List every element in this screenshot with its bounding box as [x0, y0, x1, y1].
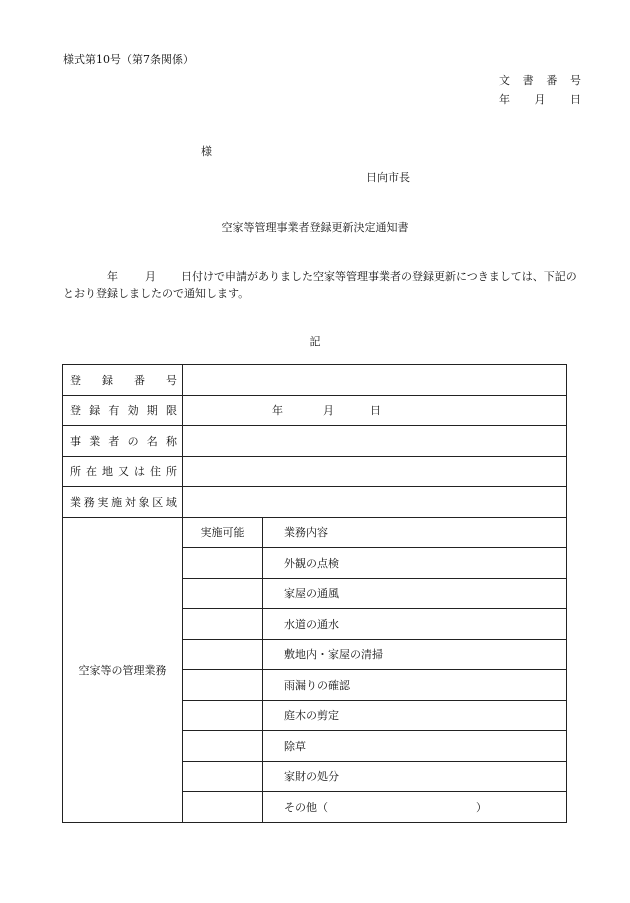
work-item: 除草: [263, 731, 567, 762]
label-registration-number: 登 録 番 号: [63, 365, 183, 396]
possible-check-cell[interactable]: [183, 792, 263, 823]
sender-name: 日向市長: [366, 171, 410, 184]
document-title: 空家等管理事業者登録更新決定通知書: [221, 221, 409, 234]
work-item: 外観の点検: [263, 548, 567, 579]
possible-check-cell[interactable]: [183, 609, 263, 640]
form-number: 様式第10号（第7条関係）: [63, 53, 194, 66]
table-row: [63, 487, 567, 518]
date-day: 日: [570, 93, 581, 106]
label-business-name: 事 業 者 の 名 称: [63, 426, 183, 457]
work-item: 家屋の通風: [263, 578, 567, 609]
docnum-char: 文: [499, 74, 510, 87]
label-service-area: 業 務 実 施 対 象 区 域: [63, 487, 183, 518]
label-address: 所 在 地 又 は 住 所: [63, 456, 183, 487]
other-close-paren: ）: [476, 800, 487, 814]
ki-heading: 記: [309, 335, 321, 348]
possible-check-cell[interactable]: [183, 548, 263, 579]
work-item: 家財の処分: [263, 761, 567, 792]
value-registration-number[interactable]: [183, 365, 567, 396]
table-row: [63, 426, 567, 457]
date-year: 年: [499, 93, 510, 106]
validity-month: 月: [323, 404, 334, 418]
body-text: 日付けで申請がありました空家等管理事業者の登録更新につきましては、下記のとおり登録しましたので通知します。: [63, 270, 577, 300]
possible-check-cell[interactable]: [183, 578, 263, 609]
possible-check-cell[interactable]: [183, 731, 263, 762]
work-item: 敷地内・家屋の清掃: [263, 639, 567, 670]
table-row: [63, 395, 567, 426]
date-month: 月: [534, 93, 546, 106]
work-item: 雨漏りの確認: [263, 670, 567, 701]
work-item-other[interactable]: [263, 792, 567, 823]
table-row: [63, 365, 567, 396]
addressee-suffix: 様: [201, 145, 212, 158]
possible-check-cell[interactable]: [183, 700, 263, 731]
other-label: その他（: [284, 800, 328, 814]
registration-table: [62, 364, 567, 823]
possible-check-cell[interactable]: [183, 761, 263, 792]
body-month: 月: [145, 270, 156, 283]
column-header-content: 業務内容: [263, 517, 567, 548]
body-year: 年: [107, 270, 118, 283]
body-paragraph: [63, 268, 583, 302]
label-validity-period: 登 録 有 効 期 限: [63, 395, 183, 426]
value-business-name[interactable]: [183, 426, 567, 457]
validity-day: 日: [370, 404, 381, 418]
possible-check-cell[interactable]: [183, 639, 263, 670]
group-label-management-work: 空家等の管理業務: [63, 517, 183, 822]
value-service-area[interactable]: [183, 487, 567, 518]
possible-check-cell[interactable]: [183, 670, 263, 701]
value-validity-period[interactable]: [183, 395, 567, 426]
document-number-label: [499, 72, 581, 88]
column-header-possible: 実施可能: [183, 517, 263, 548]
document-date-label: [499, 91, 581, 107]
value-address[interactable]: [183, 456, 567, 487]
docnum-char: 号: [569, 74, 581, 87]
validity-year: 年: [272, 404, 283, 418]
work-item: 水道の通水: [263, 609, 567, 640]
work-item: 庭木の剪定: [263, 700, 567, 731]
table-row: [63, 517, 567, 548]
docnum-char: 番: [546, 74, 558, 87]
table-row: [63, 456, 567, 487]
docnum-char: 書: [522, 74, 534, 87]
